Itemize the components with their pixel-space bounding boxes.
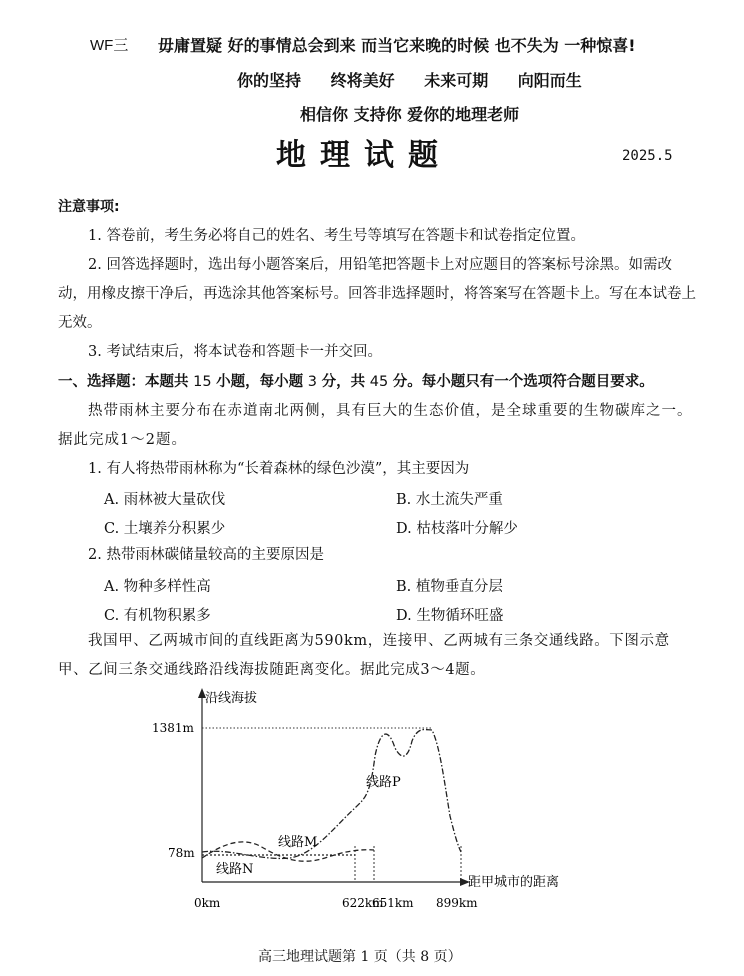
motto-phrase: 你的坚持: [237, 71, 302, 90]
exam-date: 2025.5: [622, 148, 673, 164]
q2-option-d: D. 生物循环旺盛: [396, 608, 504, 624]
route-p-line: [202, 730, 461, 859]
question-count: 15: [193, 374, 212, 390]
elevation-chart: [150, 686, 590, 916]
q1-option-c: C. 土壤养分积累少: [104, 521, 226, 537]
points-total: 45: [369, 374, 389, 390]
q1-option-d: D. 枯枝落叶分解少: [396, 521, 518, 537]
series-label-m: 线路M: [278, 835, 318, 850]
points-each: 3: [307, 374, 318, 390]
x-axis-label: 距甲城市的距离: [468, 875, 560, 890]
section-heading-mid1: 小题，每小题: [216, 374, 304, 390]
series-label-n: 线路N: [216, 862, 254, 877]
question-1-stem: 1. 有人将热带雨林称为“长着森林的绿色沙漠”，其主要因为: [88, 461, 470, 477]
notes-heading: 注意事项:: [58, 199, 120, 215]
x-tick-label: 622km: [342, 896, 384, 910]
motto-phrase: 终将美好: [330, 71, 395, 90]
y-axis-label: 沿线海拔: [205, 691, 258, 706]
section-heading-suffix: 分。每小题只有一个选项符合题目要求。: [392, 374, 654, 390]
motto-line-1: 毋庸置疑 好的事情总会到来 而当它来晚的时候 也不失为 一种惊喜!: [158, 36, 636, 55]
y-tick-label: 78m: [168, 846, 195, 860]
exam-code-tag: WF三: [90, 37, 129, 54]
page-title: 地理试题: [276, 138, 452, 173]
passage-1: 热带雨林主要分布在赤道南北两侧，具有巨大的生态价值，是全球重要的生物碳库之一。据此完成1～2题。: [58, 403, 693, 448]
page-footer: 高三地理试题第 1 页（共 8 页）: [258, 949, 462, 965]
series-label-p: 线路P: [366, 775, 401, 790]
passage-2: 我国甲、乙两城市间的直线距离为590km，连接甲、乙两城有三条交通线路。下图示意甲、乙间三条交通线路沿线海拔随距离变化。据此完成3～4题。: [58, 633, 670, 678]
q2-option-b: B. 植物垂直分层: [396, 579, 503, 595]
q2-option-a: A. 物种多样性高: [104, 579, 211, 595]
section-heading: [58, 370, 654, 391]
q1-option-a: A. 雨林被大量砍伐: [104, 492, 226, 508]
motto-line-2: [237, 68, 606, 91]
question-2-stem: 2. 热带雨林碳储量较高的主要原因是: [88, 547, 324, 563]
x-tick-label: 651km: [372, 896, 414, 910]
q2-option-c: C. 有机物积累多: [104, 608, 211, 624]
x-tick-label: 0km: [194, 896, 221, 910]
note-item-2: 2. 回答选择题时，选出每小题答案后，用铅笔把答题卡上对应题目的答案标号涂黑。如需改动，用橡皮擦干净后，再选涂其他答案标号。回答非选择题时，将答案写在答题卡上。写在本试卷上无效。: [58, 257, 696, 331]
note-item-3: 3. 考试结束后，将本试卷和答题卡一并交回。: [88, 344, 382, 360]
motto-phrase: 未来可期: [424, 71, 489, 90]
q1-option-b: B. 水土流失严重: [396, 492, 503, 508]
y-tick-label: 1381m: [152, 721, 194, 735]
section-heading-mid2: 分，共: [321, 374, 366, 390]
section-heading-prefix: 一、选择题：本题共: [58, 374, 189, 390]
note-item-1: 1. 答卷前，考生务必将自己的姓名、考生号等填写在答题卡和试卷指定位置。: [88, 228, 585, 244]
motto-line-3: 相信你 支持你 爱你的地理老师: [300, 105, 520, 124]
motto-phrase: 向阳而生: [517, 71, 582, 90]
x-tick-label: 899km: [436, 896, 478, 910]
